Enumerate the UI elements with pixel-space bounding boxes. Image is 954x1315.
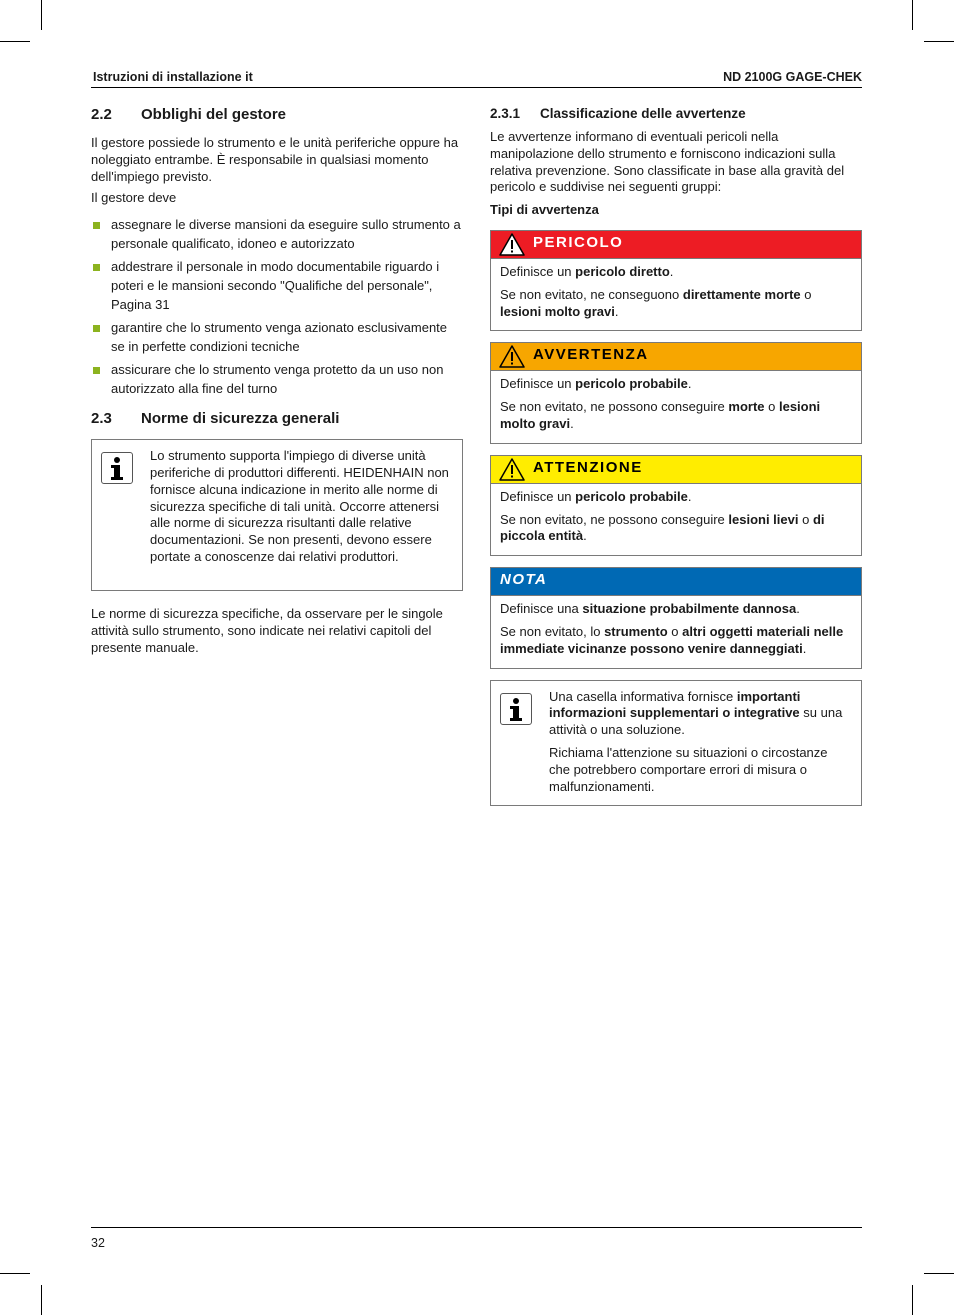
section-heading-2-2	[91, 105, 463, 125]
warning-header-warning	[491, 343, 861, 371]
section-number: 2.2	[91, 106, 112, 123]
crop-mark	[41, 0, 42, 30]
warning-body: Definisce una situazione probabilmente dannosa. Se non evitato, lo strumento o altri oggetti materiali nelle immediate vicinanze possono venire danneggiati.	[500, 601, 844, 656]
warning-classification-paragraph: Le avvertenze informano di eventuali pericoli nella manipolazione dello strumento e forniscono indicazioni sulla relativa prevenzione. Sono classificate in base alla gravità del pericolo e suddivise nei seguenti gruppi:	[490, 129, 845, 195]
crop-mark	[0, 41, 30, 42]
list-item: garantire che lo strumento venga azionato esclusivamente se in perfette condizioni tecniche	[91, 318, 463, 356]
warning-triangle-icon	[499, 233, 525, 261]
warning-box-notice	[490, 567, 862, 668]
section-title: Classificazione delle avvertenze	[540, 106, 746, 121]
section-heading-2-3-1	[490, 105, 862, 123]
warning-label: AVVERTENZA	[533, 346, 649, 364]
warning-triangle-icon	[499, 345, 525, 373]
left-column	[91, 105, 463, 657]
warning-label: NOTA	[500, 571, 548, 589]
warning-box-warning	[490, 342, 862, 443]
info-icon	[101, 452, 133, 484]
crop-mark	[912, 1285, 913, 1315]
operator-must-paragraph: Il gestore deve	[91, 190, 177, 206]
warning-box-danger	[490, 230, 862, 331]
warning-triangle-icon	[499, 458, 525, 486]
warning-body: Definisce un pericolo probabile. Se non evitato, ne possono conseguire morte o lesioni molto gravi.	[500, 376, 821, 431]
section-title: Norme di sicurezza generali	[141, 410, 340, 428]
section-number: 2.3.1	[490, 106, 521, 121]
crop-mark	[912, 0, 913, 30]
information-box	[490, 680, 862, 807]
bullet-square-icon	[93, 264, 100, 271]
specific-safety-paragraph: Le norme di sicurezza specifiche, da osservare per le singole attività sullo strumento, sono indicate nei relativi capitoli del presente manuale.	[91, 606, 443, 655]
operator-duties-list	[91, 215, 463, 398]
list-item: addestrare il personale in modo documentabile riguardo i poteri e le mansioni secondo "Qualifiche del personale", Pagina 31	[91, 257, 463, 314]
page-header	[91, 69, 862, 88]
operator-paragraph: Il gestore possiede lo strumento e le unità periferiche oppure ha noleggiato entrambe. È responsabile in qualsiasi momento dell'impiego previsto.	[91, 135, 459, 184]
crop-mark	[0, 1273, 30, 1274]
section-number: 2.3	[91, 410, 112, 428]
bullet-square-icon	[93, 367, 100, 374]
info-text: Una casella informativa fornisce importanti informazioni supplementari o integrative su una attività o una soluzione. Richiama l'attenzione su situazioni o circostanze che potrebbero comportare errori di misura o malfunzionamenti.	[549, 688, 843, 794]
crop-mark	[924, 1273, 954, 1274]
footer-divider	[91, 1227, 862, 1228]
page-number: 32	[91, 1236, 105, 1250]
header-product-name: ND 2100G GAGE-CHEK	[723, 70, 862, 84]
warning-box-caution	[490, 455, 862, 556]
warning-label: PERICOLO	[533, 233, 624, 251]
warning-header-notice	[491, 568, 861, 596]
info-text: Lo strumento supporta l'impiego di diverse unità periferiche di produttori differenti. HEIDENHAIN non fornisce alcuna indicazione in merito alle norme di sicurezza specifiche di tali unità. Occorre attenersi alle norme di sicurezza risultanti dalle relative documentazioni. Se non presenti, devono essere portate a conoscenze dai relativi produttori.	[150, 448, 449, 564]
list-item: assicurare che lo strumento venga protetto da un uso non autorizzato alla fine del turno	[91, 360, 463, 398]
list-item: assegnare le diverse mansioni da eseguire sullo strumento a personale qualificato, idoneo e autorizzato	[91, 215, 463, 253]
warning-types-subheading: Tipi di avvertenza	[490, 202, 599, 218]
warning-body: Definisce un pericolo diretto. Se non evitato, ne conseguono direttamente morte o lesioni molto gravi.	[500, 263, 812, 319]
bullet-square-icon	[93, 222, 100, 229]
warning-header-caution	[491, 456, 861, 484]
info-icon	[500, 693, 532, 725]
section-title: Obblighi del gestore	[141, 106, 287, 123]
header-doc-title: Istruzioni di installazione it	[93, 70, 253, 84]
crop-mark	[924, 41, 954, 42]
section-heading-2-3	[91, 409, 463, 429]
right-column	[490, 105, 862, 806]
warning-header-danger	[491, 231, 861, 259]
warning-label: ATTENZIONE	[533, 458, 643, 476]
crop-mark	[41, 1285, 42, 1315]
bullet-square-icon	[93, 325, 100, 332]
safety-info-box	[91, 439, 463, 591]
warning-body: Definisce un pericolo probabile. Se non evitato, ne possono conseguire lesioni lievi o di piccola entità.	[500, 488, 825, 544]
